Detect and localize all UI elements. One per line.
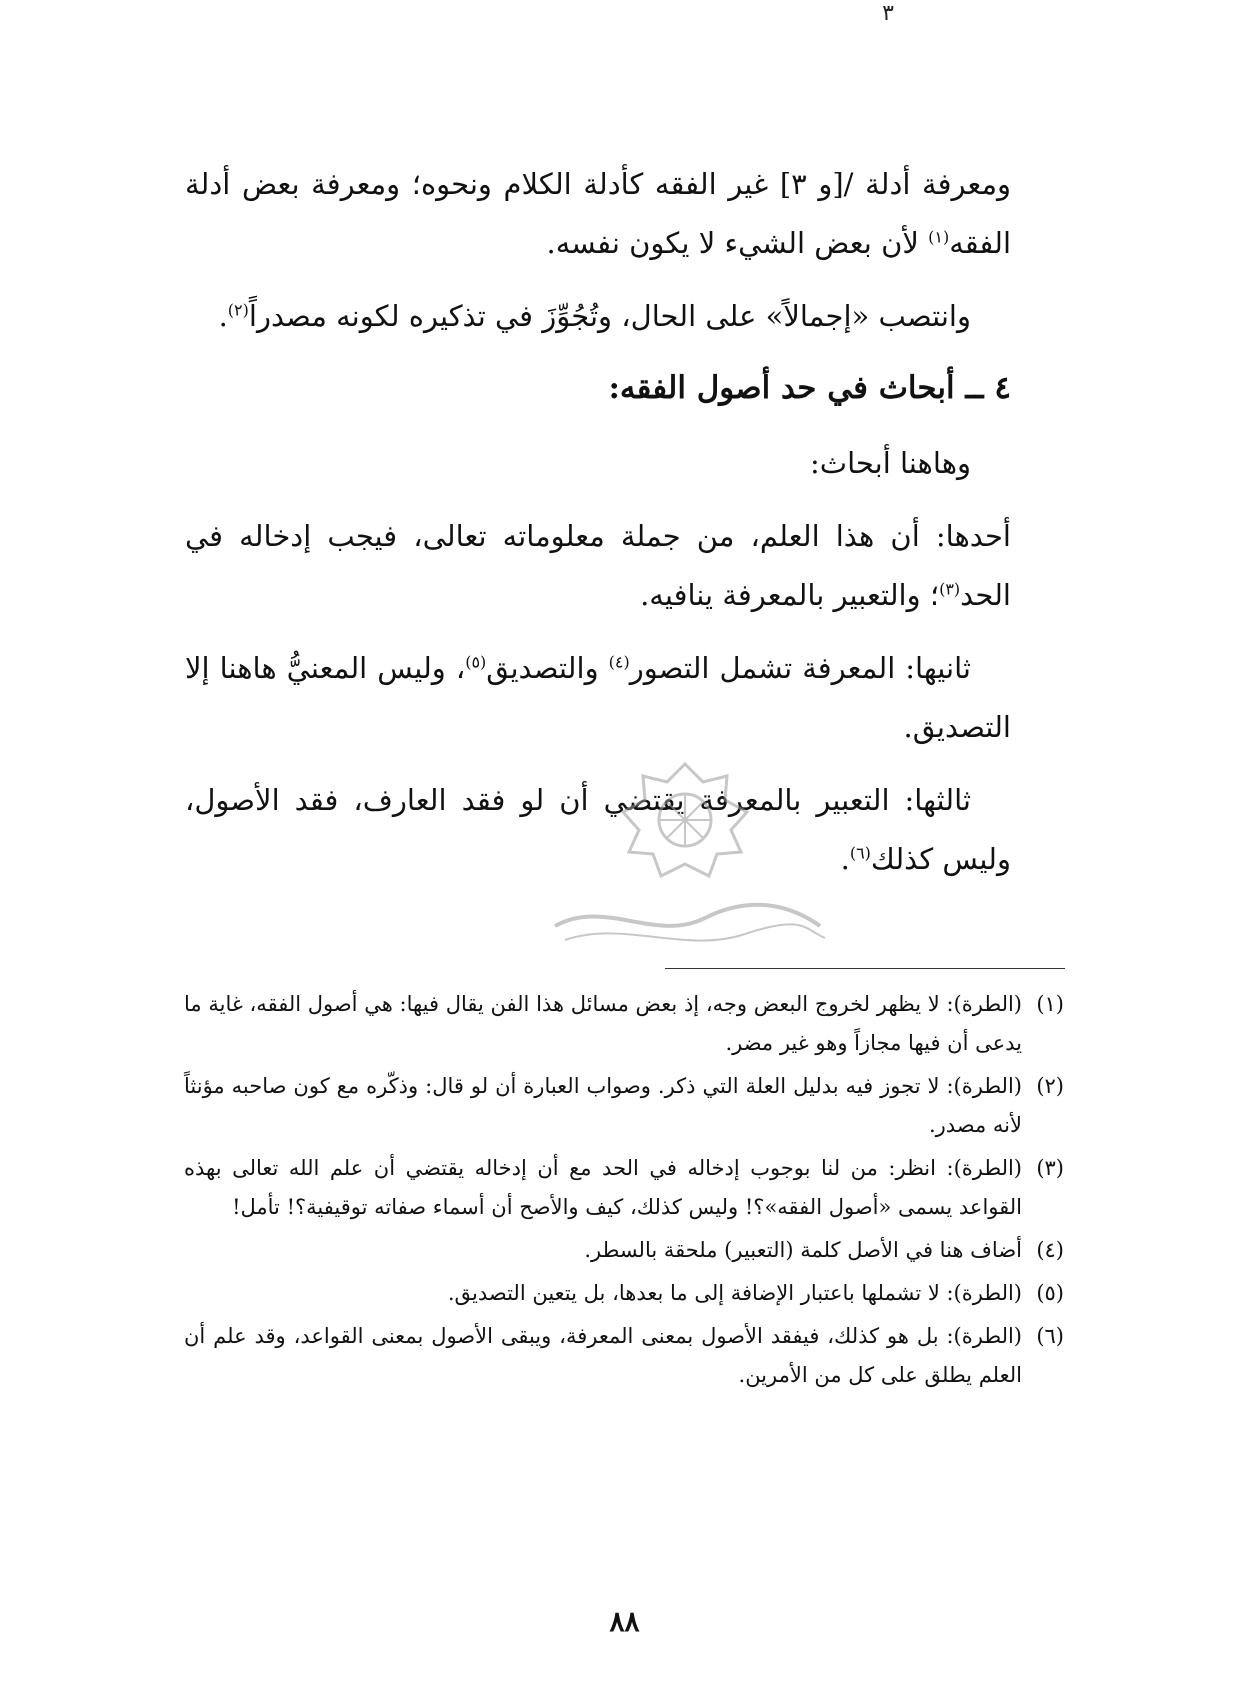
footnote-6 (184, 1317, 1064, 1395)
paragraph-4-text: أحدها: أن هذا العلم، من جملة معلوماته تعالى، فيجب إدخاله في الحد (185, 519, 1011, 612)
footnote-ref-4[interactable]: (٤) (608, 652, 630, 672)
footnote-ref-2[interactable]: (٢) (227, 300, 249, 320)
footnote-2-number: (٢) (1036, 1074, 1064, 1098)
paragraph-5 (185, 639, 1011, 757)
footnote-ref-3[interactable]: (٣) (939, 579, 961, 599)
footnote-2 (184, 1067, 1064, 1145)
paragraph-6 (185, 771, 1011, 889)
paragraph-2-end: . (218, 299, 228, 333)
footnote-4-number: (٤) (1036, 1238, 1064, 1262)
footnote-3-text: (الطرة): انظر: من لنا بوجوب إدخاله في الحد مع أن إدخاله يقتضي أن علم الله تعالى بهذه القواعد يسمى «أصول الفقه»؟! وليس كذلك، كيف والأصح أن أسماء صفاته توقيفية؟! تأمل! (184, 1156, 1022, 1219)
paragraph-2 (185, 287, 1011, 346)
footnote-4 (184, 1231, 1064, 1270)
footnote-2-text: (الطرة): لا تجوز فيه بدليل العلة التي ذكر. وصواب العبارة أن لو قال: وذكّره مع كون صاحبه مؤنثاً لأنه مصدر. (184, 1074, 1022, 1137)
paragraph-2-text: وانتصب «إجمالاً» على الحال، وتُجُوِّزَ في تذكيره لكونه مصدراً (248, 299, 971, 333)
footnote-4-text: أضاف هنا في الأصل كلمة (التعبير) ملحقة بالسطر. (584, 1238, 1022, 1262)
footnote-1-number: (١) (1036, 992, 1064, 1016)
footnote-separator (665, 968, 1065, 969)
footnote-6-number: (٦) (1036, 1324, 1064, 1348)
footnotes-section (184, 985, 1064, 1399)
paragraph-1-text: ومعرفة أدلة /[و ٣] غير الفقه كأدلة الكلام ونحوه؛ ومعرفة بعض أدلة الفقه (185, 167, 1011, 260)
footnote-1-text: (الطرة): لا يظهر لخروج البعض وجه، إذ بعض مسائل هذا الفن يقال فيها: هي أصول الفقه، غاية ما يدعى أن فيها مجازاً وهو غير مضر. (184, 992, 1022, 1055)
paragraph-6-text: ثالثها: التعبير بالمعرفة يقتضي أن لو فقد العارف، فقد الأصول، وليس كذلك (185, 783, 1011, 876)
paragraph-4-end: ؛ والتعبير بالمعرفة ينافيه. (640, 578, 940, 612)
paragraph-5-end: ، وليس المعنيُّ هاهنا إلا التصديق. (185, 651, 1011, 744)
footnote-ref-5[interactable]: (٥) (465, 652, 487, 672)
paragraph-6-end: . (840, 842, 850, 876)
paragraph-3: وهاهنا أبحاث: (810, 446, 971, 480)
footnote-3-number: (٣) (1036, 1156, 1064, 1180)
top-mark: ٣ (882, 1, 894, 26)
footnote-5 (184, 1274, 1064, 1313)
footnote-5-text: (الطرة): لا تشملها باعتبار الإضافة إلى ما بعدها، بل يتعين التصديق. (447, 1281, 1022, 1305)
paragraph-5-text: ثانيها: المعرفة تشمل التصور (629, 651, 971, 685)
footnote-1 (184, 985, 1064, 1063)
paragraph-4 (185, 507, 1011, 625)
footnote-ref-6[interactable]: (٦) (849, 843, 871, 863)
footnote-6-text: (الطرة): بل هو كذلك، فيفقد الأصول بمعنى المعرفة، ويبقى الأصول بمعنى القواعد، وقد علم أن العلم يطلق على كل من الأمرين. (184, 1324, 1022, 1387)
paragraph-5-mid: والتصديق (486, 651, 609, 685)
paragraph-1-end: لأن بعض الشيء لا يكون نفسه. (546, 226, 929, 260)
section-heading: ٤ ــ أبحاث في حد أصول الفقه: (608, 370, 1011, 406)
footnote-ref-1[interactable]: (١) (928, 227, 950, 247)
page-number: ٨٨ (609, 1605, 640, 1638)
paragraph-1 (185, 155, 1011, 273)
footnote-3 (184, 1149, 1064, 1227)
footnote-5-number: (٥) (1036, 1281, 1064, 1305)
main-text (185, 155, 1011, 903)
